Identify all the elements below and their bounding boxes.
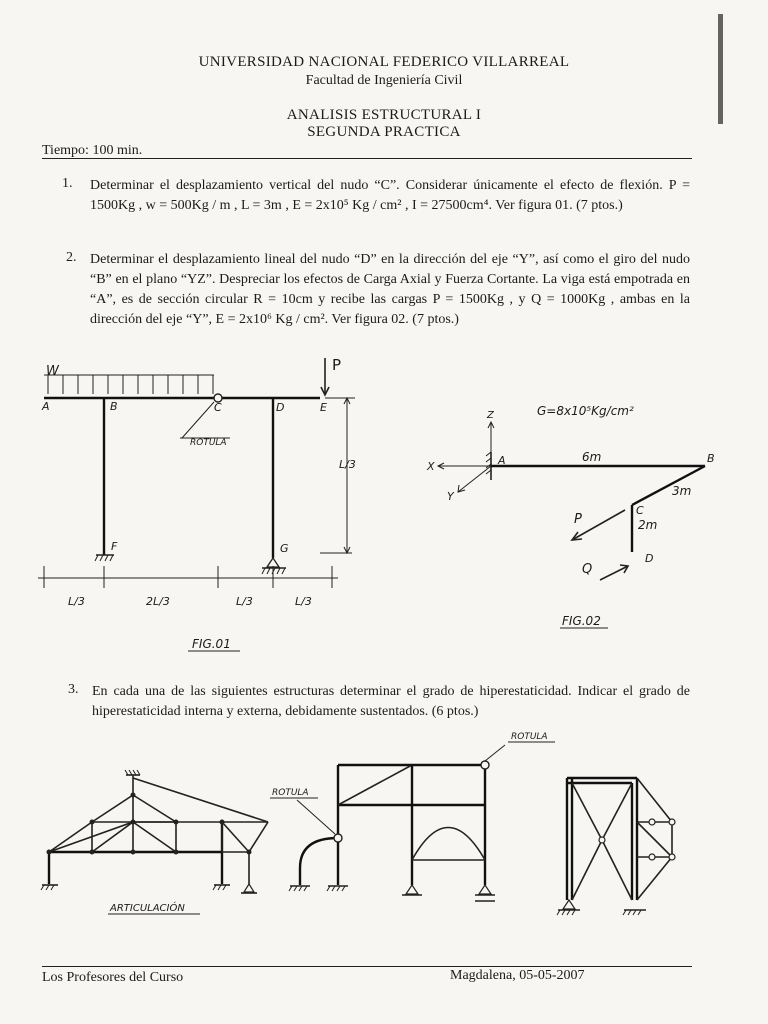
- fig02-axis-x-label: X: [427, 460, 435, 473]
- question-2-number: 2.: [66, 250, 77, 265]
- fig01-node-e: E: [320, 401, 327, 414]
- question-3-text: En cada una de las siguientes estructuras determinar el grado de hiperestaticidad. Indicar el grado de hiperestaticidad interna y externa, debidamente sustentados. (6 ptos.): [92, 684, 690, 719]
- fig01-dim-vertical-label: L/3: [339, 458, 356, 471]
- time-limit: Tiempo: 100 min.: [42, 143, 143, 158]
- fig01-node-g: G: [280, 542, 289, 555]
- fig02-axis-z-label: Z: [487, 410, 494, 421]
- fig01-node-d: D: [276, 401, 285, 414]
- fig01-dim-1: L/3: [68, 595, 85, 608]
- fig02-node-c: C: [636, 504, 644, 517]
- fig03-rotula-label-1: ROTULA: [511, 732, 548, 742]
- fig02-length-cd: 2m: [638, 518, 658, 532]
- fig02-node-b: B: [707, 452, 715, 465]
- fig01-node-a: A: [42, 400, 50, 413]
- fig02-caption: FIG.02: [562, 614, 601, 628]
- question-1-text: Determinar el desplazamiento vertical del nudo “C”. Considerar únicamente el efecto de flexión. P = 1500Kg , w = 500Kg / m , L = 3m , E = 2x10⁵ Kg / cm² , I = 27500cm⁴. Ver figura 01. (7 ptos.): [90, 178, 690, 213]
- footer-rule: [42, 966, 692, 967]
- fig01-rotula-label: ROTULA: [190, 438, 227, 448]
- fig02-length-ab: 6m: [582, 450, 602, 464]
- fig01-node-b: B: [110, 400, 118, 413]
- fig03-rotula-label-2: ROTULA: [272, 788, 309, 798]
- fig02-load-p-label: P: [574, 512, 582, 527]
- fig01-label-w: W: [46, 364, 59, 379]
- fig02-axis-y-label: Y: [447, 490, 454, 503]
- fig01-node-f: F: [111, 540, 118, 553]
- fig03-articulacion-label: ARTICULACIÓN: [110, 903, 185, 914]
- question-2-text: Determinar el desplazamiento lineal del nudo “D” en la dirección del eje “Y”, así como el giro del nudo “B” en el plano “YZ”. Despreciar los efectos de Carga Axial y Fuerza Cortante. La viga está empotrada en “A”, es de sección circular R = 10cm y recibe las cargas P = 1500Kg , y Q = 1000Kg , ambas en la dirección del eje “Y”, E = 2x10⁶ Kg / cm². Ver figura 02. (7 ptos.): [90, 252, 690, 327]
- fig02-node-a: A: [498, 454, 506, 467]
- faculty-name: Facultad de Ingeniería Civil: [305, 73, 463, 88]
- fig02-load-q-label: Q: [582, 562, 593, 577]
- fig02-g-value: G=8x10⁵Kg/cm²: [537, 404, 634, 418]
- question-1-number: 1.: [62, 176, 73, 191]
- fig03-structure-1: [41, 770, 268, 914]
- footer-professors: Los Profesores del Curso: [42, 970, 184, 985]
- fig01-dim-4: L/3: [295, 595, 312, 608]
- fig02-node-d: D: [645, 552, 654, 565]
- fig01-label-p: P: [332, 356, 342, 374]
- fig03-structure-2: [270, 742, 555, 901]
- fig01-caption: FIG.01: [192, 637, 231, 651]
- course-title: ANALISIS ESTRUCTURAL I: [286, 107, 482, 123]
- question-3-number: 3.: [68, 682, 79, 697]
- fig01-dim-2: 2L/3: [146, 595, 170, 608]
- university-name: UNIVERSIDAD NACIONAL FEDERICO VILLARREAL: [198, 54, 570, 70]
- footer-place-date: Magdalena, 05-05-2007: [450, 968, 585, 983]
- fig01-dim-3: L/3: [236, 595, 253, 608]
- fig02-length-bc: 3m: [672, 484, 692, 498]
- exam-title: SEGUNDA PRACTICA: [307, 124, 461, 140]
- fig01-node-c: C: [214, 401, 222, 414]
- fig03-structure-3: [557, 778, 675, 915]
